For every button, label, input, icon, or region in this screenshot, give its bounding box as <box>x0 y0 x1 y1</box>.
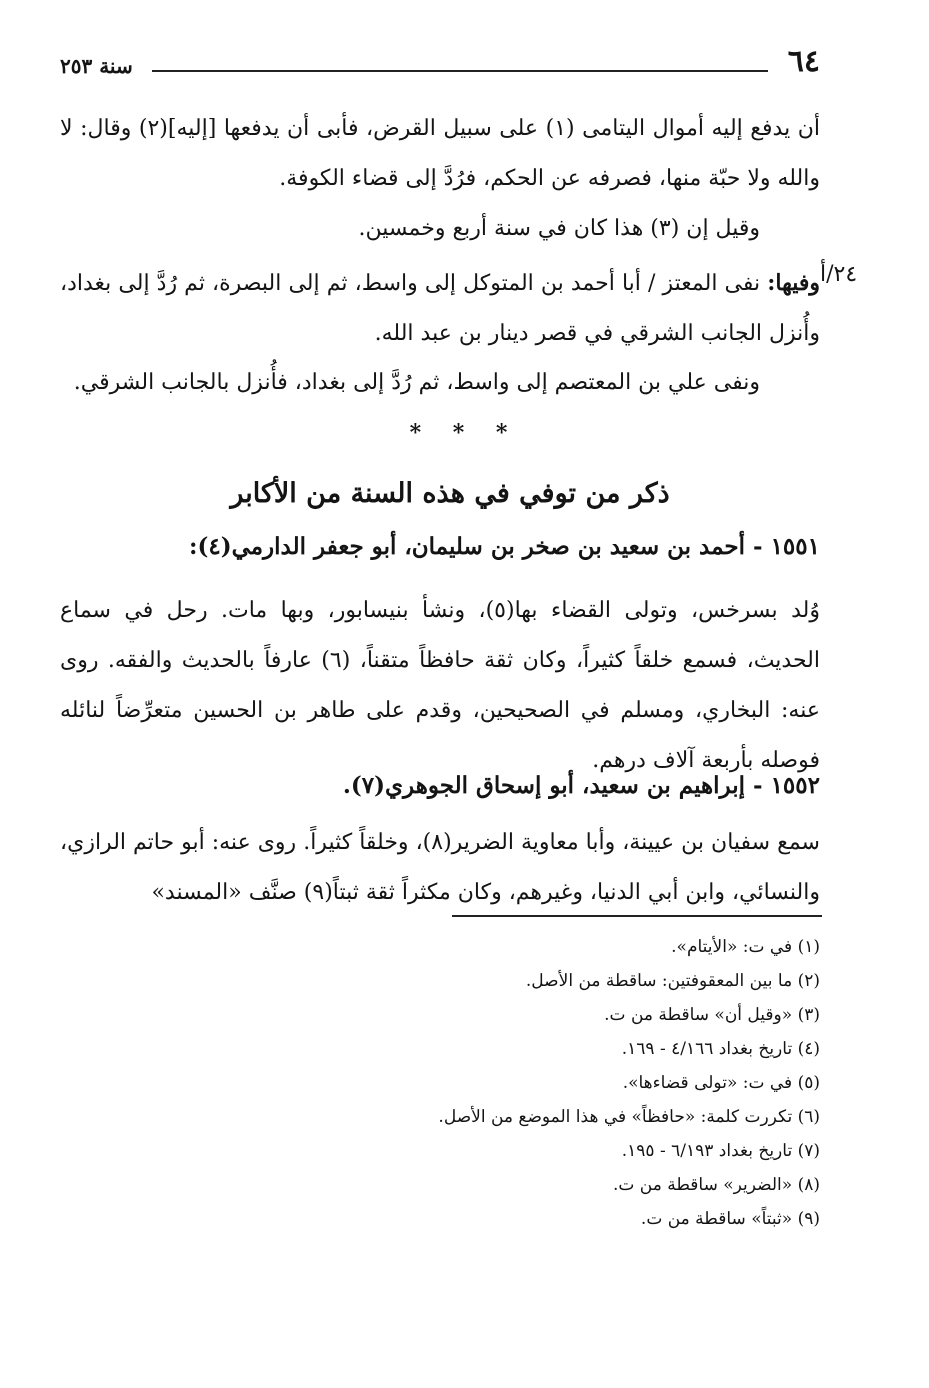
running-head-year: سنة ٢٥٣ <box>60 54 133 78</box>
section-title: ذكر من توفي في هذه السنة من الأكابر <box>230 478 670 509</box>
header-rule <box>152 70 768 72</box>
paragraph-1: أن يدفع إليه أموال اليتامى (١) على سبيل القرض، فأبى أن يدفعها [إليه](٢) وقال: لا والله ولا حبّة منها، فصرفه عن الحكم، فرُدَّ إلى قضاء الكوفة. <box>60 116 821 191</box>
paragraph-5: وُلد بسرخس، وتولى القضاء بها(٥)، ونشأ بنيسابور، وبها مات. رحل في سماع الحديث، فسمع خلقاً كثيراً، وكان ثقة حافظاً متقناً، (٦) عارفاً بالحديث والفقه. روى عنه: البخاري، ومسلم في الصحيحين، وقدم على طاهر بن الحسين متعرِّضاً لنائله فوصله بأربعة آلاف درهم. <box>60 598 820 773</box>
paragraph-2: وقيل إن (٣) هذا كان في سنة أربع وخمسين. <box>358 216 760 241</box>
footnote-3: (٣) «وقيل أن» ساقطة من ت. <box>604 1005 820 1025</box>
footnote-7: (٧) تاريخ بغداد ٦/١٩٣ - ١٩٥. <box>621 1141 820 1161</box>
paragraph-3-text: نفى المعتز / أبا أحمد بن المتوكل إلى واسط، ثم إلى البصرة، ثم رُدَّ إلى بغداد، وأُنزل الجانب الشرقي في قصر دينار بن عبد الله. <box>60 271 820 346</box>
page-number: ٦٤ <box>787 44 820 79</box>
paragraph-3-lead: وفيها: <box>767 270 820 296</box>
margin-folio-ref: ٢٤/أ <box>820 262 858 287</box>
section-separator: * * * <box>409 420 520 446</box>
footnote-8: (٨) «الضرير» ساقطة من ت. <box>612 1175 820 1195</box>
paragraph-6: سمع سفيان بن عيينة، وأبا معاوية الضرير(٨)، وخلقاً كثيراً. روى عنه: أبو حاتم الرازي، والنسائي، وابن أبي الدنيا، وغيرهم، وكان مكثراً ثقة ثبتاً(٩) صنَّف «المسند» <box>60 830 820 905</box>
entry-1551-heading: ١٥٥١ - أحمد بن سعيد بن صخر بن سليمان، أبو جعفر الدارمي(٤): <box>188 533 820 560</box>
footnotes <box>420 930 820 1236</box>
footnote-6: (٦) تكررت كلمة: «حافظاً» في هذا الموضع من الأصل. <box>438 1107 820 1127</box>
footnote-rule <box>452 915 822 917</box>
entry-1552-heading: ١٥٥٢ - إبراهيم بن سعيد، أبو إسحاق الجوهري(٧). <box>342 772 820 799</box>
footnote-5: (٥) في ت: «تولى قضاءها». <box>622 1073 820 1093</box>
footnote-1: (١) في ت: «الأيتام». <box>671 937 820 957</box>
paragraph-3 <box>60 258 820 359</box>
footnote-2: (٢) ما بين المعقوفتين: ساقطة من الأصل. <box>525 971 820 991</box>
page-header <box>60 44 820 84</box>
footnote-9: (٩) «ثبتاً» ساقطة من ت. <box>640 1209 820 1229</box>
paragraph-4: ونفى علي بن المعتصم إلى واسط، ثم رُدَّ إلى بغداد، فأُنزل بالجانب الشرقي. <box>73 370 760 395</box>
footnote-4: (٤) تاريخ بغداد ٤/١٦٦ - ١٦٩. <box>621 1039 820 1059</box>
